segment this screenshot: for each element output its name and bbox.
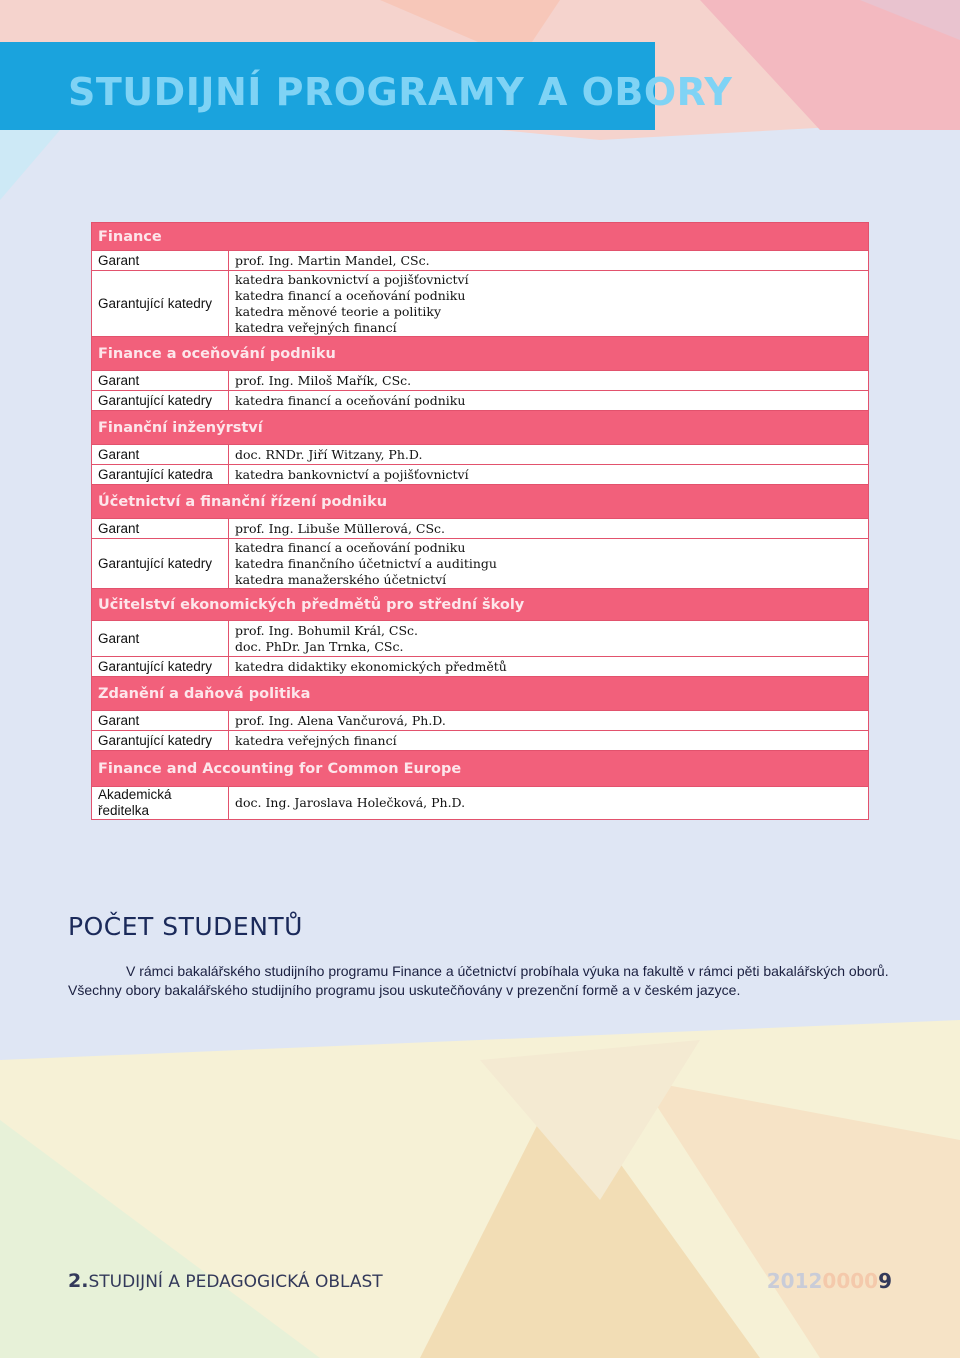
detail-label: Akademická ředitelka <box>92 787 229 820</box>
detail-line: doc. RNDr. Jiří Witzany, Ph.D. <box>235 446 423 462</box>
chapter-number: 2. <box>68 1270 89 1292</box>
students-paragraph: V rámci bakalářského studijního programu Finance a účetnictví probíhala výuka na fakultě v rámci pěti bakalářských oborů. Všechny obory bakalářského studijního programu jsou uskutečňovány v prezenční formě a v českém jazyce. <box>68 963 889 998</box>
detail-line: katedra financí a oceňování podniku <box>235 287 466 303</box>
detail-line: katedra manažerského účetnictví <box>235 571 447 587</box>
page-number: 9 <box>878 1269 892 1293</box>
detail-value <box>229 519 869 539</box>
program-detail-row <box>92 657 869 677</box>
year-part-a: 2012 <box>766 1269 823 1293</box>
program-name: Finanční inženýrství <box>92 411 869 445</box>
program-header-row <box>92 223 869 251</box>
footer-year <box>767 1269 892 1293</box>
program-name: Finance <box>92 223 869 251</box>
program-detail-row <box>92 271 869 337</box>
detail-line: doc. Ing. Jaroslava Holečková, Ph.D. <box>235 795 466 810</box>
detail-label: Garant <box>92 621 229 657</box>
program-detail-row <box>92 539 869 589</box>
detail-value <box>229 657 869 677</box>
program-detail-row <box>92 621 869 657</box>
program-name: Finance a oceňování podniku <box>92 337 869 371</box>
detail-line: prof. Ing. Libuše Müllerová, CSc. <box>235 520 446 536</box>
detail-label: Garant <box>92 445 229 465</box>
detail-value <box>229 271 869 337</box>
detail-line: katedra měnové teorie a politiky <box>235 303 442 319</box>
detail-value <box>229 251 869 271</box>
detail-line: katedra veřejných financí <box>235 732 397 748</box>
program-detail-row <box>92 465 869 485</box>
program-header-row <box>92 677 869 711</box>
detail-line: katedra financí a oceňování podniku <box>235 539 466 555</box>
detail-line: prof. Ing. Martin Mandel, CSc. <box>235 252 430 268</box>
detail-value <box>229 539 869 589</box>
detail-line: doc. PhDr. Jan Trnka, CSc. <box>235 638 404 654</box>
detail-line: prof. Ing. Bohumil Král, CSc. <box>235 622 419 638</box>
program-detail-row <box>92 731 869 751</box>
program-detail-row <box>92 711 869 731</box>
program-detail-row <box>92 787 869 820</box>
program-name: Účetnictví a finanční řízení podniku <box>92 485 869 519</box>
program-header-row <box>92 337 869 371</box>
detail-label: Garantující katedry <box>92 731 229 751</box>
program-header-row <box>92 485 869 519</box>
detail-label: Garant <box>92 519 229 539</box>
detail-line: katedra financí a oceňování podniku <box>235 392 466 408</box>
page-title: STUDIJNÍ PROGRAMY A OBORY <box>68 70 733 114</box>
detail-label: Garantující katedry <box>92 539 229 589</box>
program-header-row <box>92 589 869 621</box>
detail-line: prof. Ing. Alena Vančurová, Ph.D. <box>235 712 446 728</box>
program-detail-row <box>92 445 869 465</box>
program-detail-row <box>92 391 869 411</box>
detail-line: prof. Ing. Miloš Mařík, CSc. <box>235 372 412 388</box>
program-detail-row <box>92 519 869 539</box>
program-header-row <box>92 751 869 787</box>
program-header-row <box>92 411 869 445</box>
detail-label: Garantující katedry <box>92 271 229 337</box>
detail-label: Garantující katedry <box>92 391 229 411</box>
detail-value <box>229 391 869 411</box>
detail-line: katedra bankovnictví a pojišťovnictví <box>235 271 469 287</box>
detail-label: Garantující katedry <box>92 657 229 677</box>
year-part-b: 0000 <box>822 1269 879 1293</box>
detail-line: katedra veřejných financí <box>235 319 397 335</box>
detail-label: Garant <box>92 371 229 391</box>
detail-value <box>229 445 869 465</box>
program-name: Finance and Accounting for Common Europe <box>92 751 869 787</box>
detail-line: katedra didaktiky ekonomických předmětů <box>235 658 507 674</box>
programs-table <box>91 222 869 820</box>
section-title: POČET STUDENTŮ <box>68 912 303 941</box>
detail-value <box>229 731 869 751</box>
chapter-title: STUDIJNÍ A PEDAGOGICKÁ OBLAST <box>88 1272 383 1292</box>
footer-chapter <box>68 1270 383 1292</box>
detail-label: Garant <box>92 711 229 731</box>
detail-value <box>229 465 869 485</box>
detail-value <box>229 371 869 391</box>
program-detail-row <box>92 371 869 391</box>
detail-line: katedra finančního účetnictví a auditingu <box>235 555 497 571</box>
detail-line: katedra bankovnictví a pojišťovnictví <box>235 466 469 482</box>
detail-value <box>229 621 869 657</box>
detail-value <box>229 787 869 820</box>
detail-label: Garant <box>92 251 229 271</box>
detail-label: Garantující katedra <box>92 465 229 485</box>
detail-value <box>229 711 869 731</box>
program-name: Učitelství ekonomických předmětů pro střední školy <box>92 589 869 621</box>
program-detail-row <box>92 251 869 271</box>
program-name: Zdanění a daňová politika <box>92 677 869 711</box>
